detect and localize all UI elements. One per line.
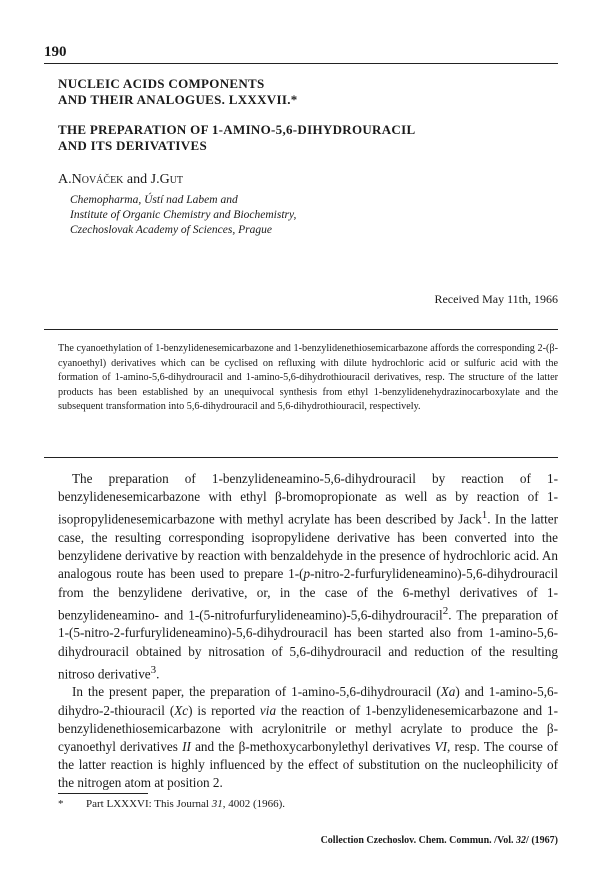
p1-text-3: -nitro-2-furfurylideneamino)-5,6-dihydrouracil from the benzylidene derivative, or, in the case of the 6-methyl derivatives of 1-benzylideneamino- and 1-(5-nitrofurfurylideneamino)-5,6-dihydrouracil <box>58 566 558 623</box>
p2-text-2: ) and 1-amino-5,6-dihydro-2-thiouracil ( <box>58 684 558 718</box>
body-paragraph-1 <box>58 470 558 683</box>
article-title <box>58 122 558 154</box>
author-conjunction: and <box>123 172 151 187</box>
body-paragraph-2 <box>58 683 558 792</box>
journal-text-2: / (1967) <box>526 835 558 846</box>
affiliation-line-3: Czechoslovak Academy of Sciences, Prague <box>70 224 272 236</box>
p2-text-4: the reaction of 1-benzylidenesemicarbazone and 1-benzylidenethiosemicarbazone with acrylonitrile or methyl acrylate to produce the β-cyanoethyl derivatives <box>58 702 558 755</box>
affiliation-line-2: Institute of Organic Chemistry and Biochemistry, <box>70 209 297 221</box>
p1-para-prefix: p <box>303 566 311 582</box>
p1-text-5: . <box>156 666 160 682</box>
abstract-bottom-rule <box>44 457 558 458</box>
p2-text-1: In the present paper, the preparation of 1-amino-5,6-dihydrouracil ( <box>72 684 441 700</box>
reference-1: 1 <box>481 509 488 522</box>
header-rule <box>44 63 558 64</box>
footnote-text-2: , 4002 (1966). <box>222 798 286 810</box>
journal-reference <box>321 835 558 846</box>
compound-ii: II <box>182 739 191 755</box>
footnote-volume: 31 <box>211 798 223 810</box>
author-1-initial: A. <box>58 172 72 187</box>
title-line-3: THE PREPARATION OF 1-AMINO-5,6-DIHYDROURACIL <box>58 122 416 137</box>
compound-xc: Xc <box>174 702 189 718</box>
via-italic: via <box>259 702 277 718</box>
footnote-text-1: Part LXXXVI: This Journal <box>86 798 212 810</box>
reference-2: 2 <box>442 604 449 617</box>
series-title <box>58 76 558 108</box>
journal-volume: 32 <box>516 835 527 846</box>
affiliation-line-1: Chemopharma, Ústí nad Labem and <box>70 194 238 206</box>
compound-vi: VI <box>434 739 448 755</box>
p1-text-4: . The preparation of 1-(5-nitro-2-furfurylideneamino)-5,6-dihydrouracil has been started also from 1-amino-5,6-dihydrouracil obtained by nitrosation of 5,6-dihydrouracil and reduction of the resulting nitroso derivative <box>58 607 559 682</box>
p1-text-2: . In the latter case, the resulting corresponding isopropylidene derivative has been converted into the benzylidene derivative by reaction with benzaldehyde in the presence of hydrochloric acid. An analogous route has been used to prepare 1-( <box>58 511 558 582</box>
author-2-name: Gut <box>159 172 184 187</box>
affiliation <box>70 193 296 238</box>
footnote-rule <box>58 793 148 794</box>
reference-3: 3 <box>150 663 157 676</box>
abstract-top-rule <box>44 329 558 330</box>
compound-xa: Xa <box>440 684 456 700</box>
title-line-2: AND THEIR ANALOGUES. LXXXVII.* <box>58 92 298 107</box>
title-line-1: NUCLEIC ACIDS COMPONENTS <box>58 76 265 91</box>
abstract: The cyanoethylation of 1-benzylidenesemicarbazone and 1-benzylidenethiosemicarbazone affords the corresponding 2-(β-cyanoethyl) derivatives which can be cyclised on refluxing with dilute hydrochloric acid or sulfuric acid with the formation of 1-amino-5,6-dihydrouracil and 1-amino-5,6-dihydrothiouracil derivatives, resp. The structure of the latter products has been established by an unequivocal synthesis from ethyl 1-benzylidenehydrazinocarboxylate and the subsequent transformation into 5,6-dihydrouracil and 5,6-dihydrothiouracil, respectively. <box>58 343 558 413</box>
footnote <box>58 798 285 810</box>
journal-text-1: Collection Czechoslov. Chem. Commun. /Vol. <box>320 835 517 846</box>
author-2-initial: J. <box>150 172 160 187</box>
p2-text-5: and the β-methoxycarbonylethyl derivatives <box>190 739 435 755</box>
author-line <box>58 172 183 188</box>
page-number: 190 <box>44 44 67 60</box>
p2-text-6: , resp. The course of the latter reaction is highly influenced by the effect of substitution on the nucleophilicity of the nitrogen atom at position 2. <box>58 739 559 791</box>
author-1-name: Nováček <box>71 172 124 187</box>
p1-text-1: The preparation of 1-benzylideneamino-5,6-dihydrouracil by reaction of 1-benzylidenesemicarbazone with ethyl β-bromopropionate as well as by reaction of 1-isopropylidenesemicarbazone with methyl acrylate has been described by Jack <box>58 471 558 527</box>
title-line-4: AND ITS DERIVATIVES <box>58 138 207 153</box>
footnote-marker: * <box>58 798 64 810</box>
p2-text-3: ) is reported <box>188 702 260 718</box>
article-body <box>58 470 558 793</box>
received-date: Received May 11th, 1966 <box>434 292 558 306</box>
